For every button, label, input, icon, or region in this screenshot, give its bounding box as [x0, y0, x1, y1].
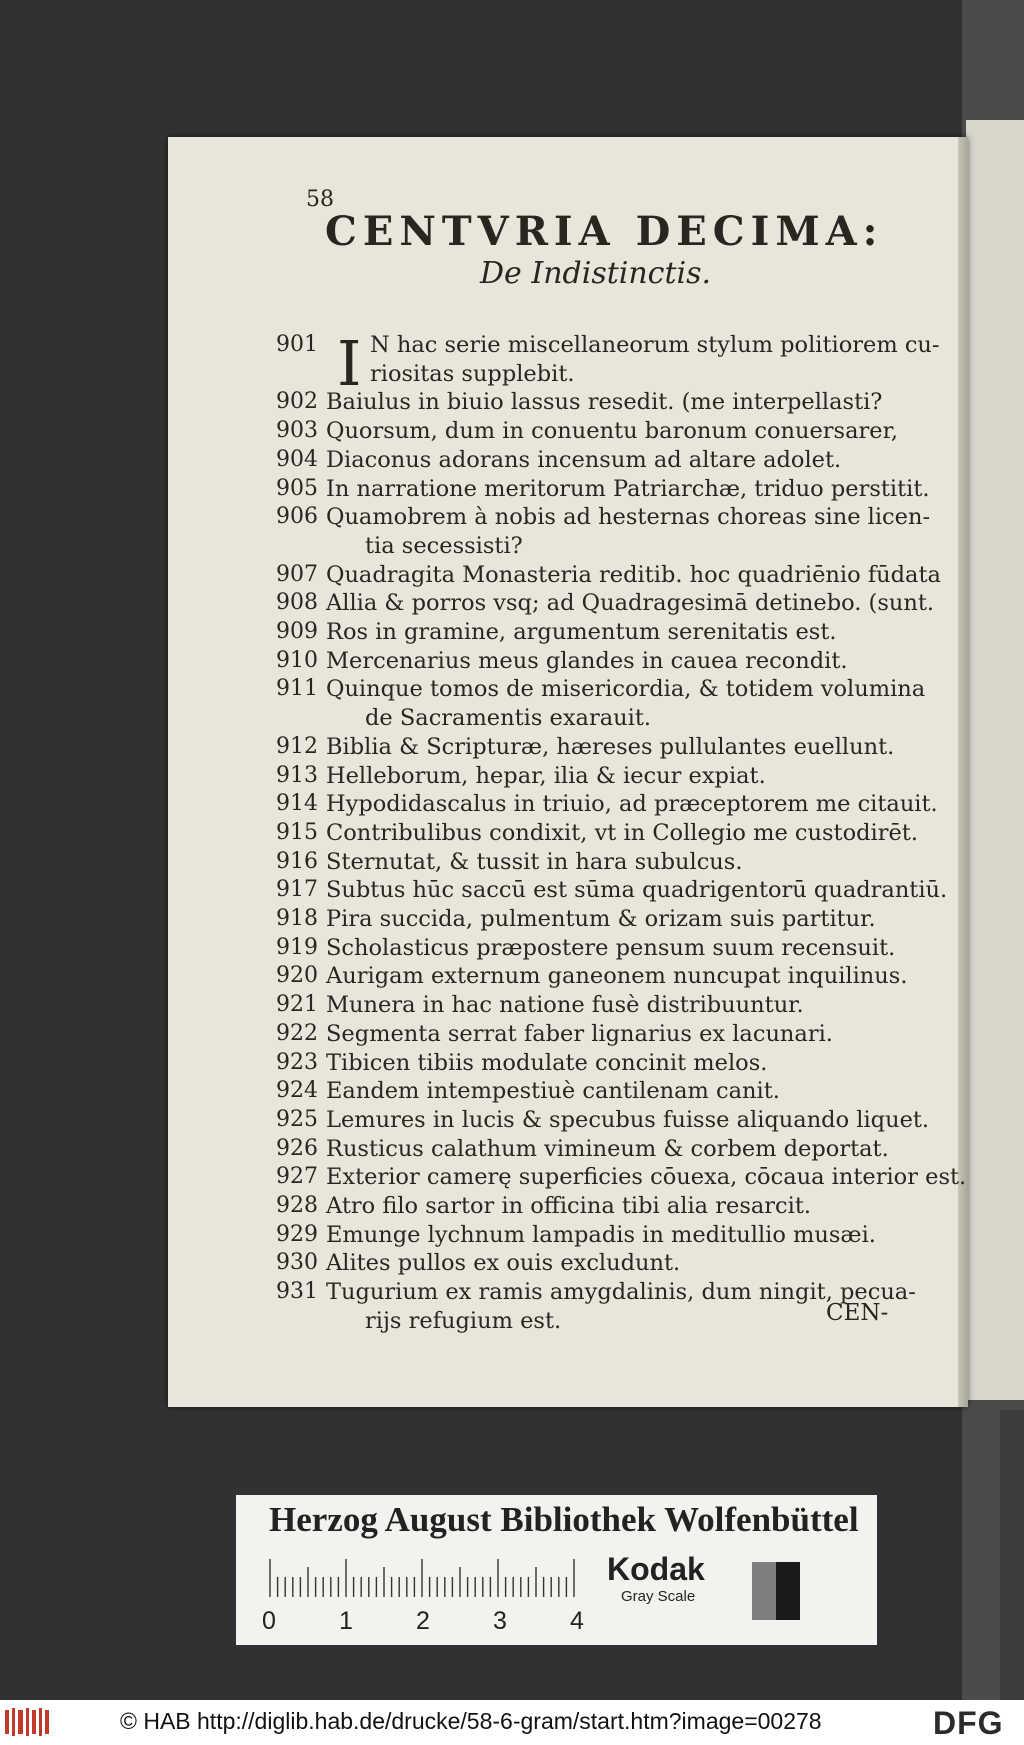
entry-continuation: de Sacramentis exarauit.: [365, 705, 652, 732]
entry-number: 927: [276, 1164, 318, 1190]
entry-text: Tibicen tibiis modulate concinit melos.: [326, 1049, 768, 1076]
entry-number: 931: [276, 1279, 318, 1305]
entry-text: Contribulibus condixit, vt in Collegio me custodirēt.: [326, 819, 918, 846]
entry-number: 901: [276, 332, 318, 357]
library-name: Herzog August Bibliothek Wolfenbüttel: [269, 1500, 859, 1539]
entry-number: 923: [276, 1049, 318, 1075]
entry-text: Tugurium ex ramis amygdalinis, dum ningit, pecua-: [326, 1279, 916, 1306]
entry-number: 908: [276, 590, 318, 616]
entry-text: Biblia & Scripturæ, hæreses pullulantes euellunt.: [326, 733, 895, 760]
entry-text: Aurigam externum ganeonem nuncupat inquilinus.: [326, 963, 908, 990]
dfg-logo: DFG: [933, 1705, 1004, 1741]
entry-number: 903: [276, 418, 318, 444]
drop-capital: I: [337, 327, 362, 400]
kodak-logo: Kodak: [607, 1551, 705, 1587]
entry-number: 912: [276, 733, 318, 759]
ruler-label: 2: [416, 1607, 430, 1635]
entry-number: 904: [276, 446, 318, 472]
entry-number: 922: [276, 1020, 318, 1046]
entry-number: 926: [276, 1135, 318, 1161]
entry-text: Quorsum, dum in conuentu baronum conuersarer,: [326, 418, 899, 445]
entry-number: 906: [276, 504, 318, 530]
entry-text: Alites pullos ex ouis excludunt.: [326, 1250, 681, 1277]
page-subtitle: De Indistinctis.: [480, 256, 712, 291]
entry-number: 916: [276, 848, 318, 874]
entry-text: Scholasticus præpostere pensum suum recensuit.: [326, 934, 896, 961]
gray-swatch: [752, 1562, 776, 1620]
entry-number: 902: [276, 389, 318, 415]
black-swatch: [776, 1562, 800, 1620]
entry-text: Quinque tomos de misericordia, & totidem volumina: [326, 676, 926, 703]
entry-text: In narratione meritorum Patriarchæ, triduo perstitit.: [326, 475, 930, 502]
entry-number: 917: [276, 877, 318, 903]
page-title: CENTVRIA DECIMA:: [325, 208, 884, 255]
entry-continuation: rijs refugium est.: [365, 1307, 562, 1334]
entry-text: Mercenarius meus glandes in cauea recondit.: [326, 647, 848, 674]
entry-text: Helleborum, hepar, ilia & iecur expiat.: [326, 762, 766, 789]
entry-number: 929: [276, 1221, 318, 1247]
entry-number: 914: [276, 791, 318, 817]
entry-text: Quamobrem à nobis ad hesternas choreas sine licen-: [326, 504, 931, 531]
copyright-url[interactable]: © HAB http://diglib.hab.de/drucke/58-6-gram/start.htm?image=00278: [120, 1708, 822, 1734]
entry-number: 924: [276, 1078, 318, 1104]
entry-text: Emunge lychnum lampadis in meditullio musæi.: [326, 1221, 876, 1248]
entry-text: Munera in hac natione fusè distribuuntur.: [326, 992, 804, 1019]
entry-text: Sternutat, & tussit in hara subulcus.: [326, 848, 743, 875]
entry-number: 909: [276, 619, 318, 644]
gray-scale-label: Gray Scale: [621, 1588, 696, 1605]
entry-continuation: riositas supplebit.: [370, 360, 575, 387]
entry-number: 928: [276, 1193, 318, 1218]
catchword: CEN-: [826, 1300, 889, 1326]
entry-number: 910: [276, 647, 318, 673]
entry-number: 913: [276, 762, 318, 788]
ruler-label: 3: [493, 1607, 507, 1635]
entry-number: 930: [276, 1250, 318, 1276]
entry-number: 907: [276, 561, 318, 587]
entry-text: Subtus hūc saccū est sūma quadrigentorū quadrantiū.: [326, 877, 948, 904]
entry-text: Rusticus calathum vimineum & corbem deportat.: [326, 1135, 889, 1162]
adjacent-page-shadow: [1000, 1410, 1024, 1700]
entry-text: Pira succida, pulmentum & orizam suis partitur.: [326, 906, 876, 932]
page-gutter-shadow: [958, 137, 968, 1407]
entry-text: Hypodidascalus in triuio, ad præceptorem me citauit.: [326, 791, 938, 818]
entry-number: 915: [276, 819, 318, 845]
entry-text: Exterior camerę superficies cōuexa, cōcaua interior est.: [326, 1164, 967, 1191]
barcode-logo-icon: [5, 1706, 49, 1738]
adjacent-page-edge: [966, 120, 1024, 1400]
entry-text: Allia & porros vsq; ad Quadragesimā detinebo. (sunt.: [326, 590, 935, 617]
entry-text: N hac serie miscellaneorum stylum politiorem cu-: [370, 332, 940, 358]
entry-text: Baiulus in biuio lassus resedit. (me interpellasti?: [326, 389, 883, 416]
entry-number: 921: [276, 992, 318, 1018]
entry-number: 925: [276, 1106, 318, 1132]
entry-text: Atro filo sartor in officina tibi alia resarcit.: [326, 1193, 812, 1219]
entry-continuation: tia secessisti?: [365, 532, 523, 559]
ruler-scale: [268, 1557, 580, 1597]
entry-number: 905: [276, 475, 318, 501]
entry-text: Diaconus adorans incensum ad altare adolet.: [326, 446, 842, 473]
entry-text: Quadragita Monasteria reditib. hoc quadriēnio fūdata: [326, 561, 941, 588]
entry-number: 919: [276, 934, 318, 960]
ruler-label: 1: [339, 1607, 353, 1635]
entry-text: Eandem intempestiuè cantilenam canit.: [326, 1078, 780, 1105]
ruler-label: 0: [262, 1607, 276, 1635]
entry-text: Lemures in lucis & specubus fuisse aliquando liquet.: [326, 1106, 930, 1133]
entry-number: 918: [276, 906, 318, 931]
entry-number: 920: [276, 963, 318, 989]
page-number: 58: [306, 187, 334, 212]
entry-number: 911: [276, 676, 318, 702]
ruler-label: 4: [570, 1607, 584, 1635]
entry-text: Segmenta serrat faber lignarius ex lacunari.: [326, 1020, 833, 1047]
entry-text: Ros in gramine, argumentum serenitatis est.: [326, 619, 837, 645]
